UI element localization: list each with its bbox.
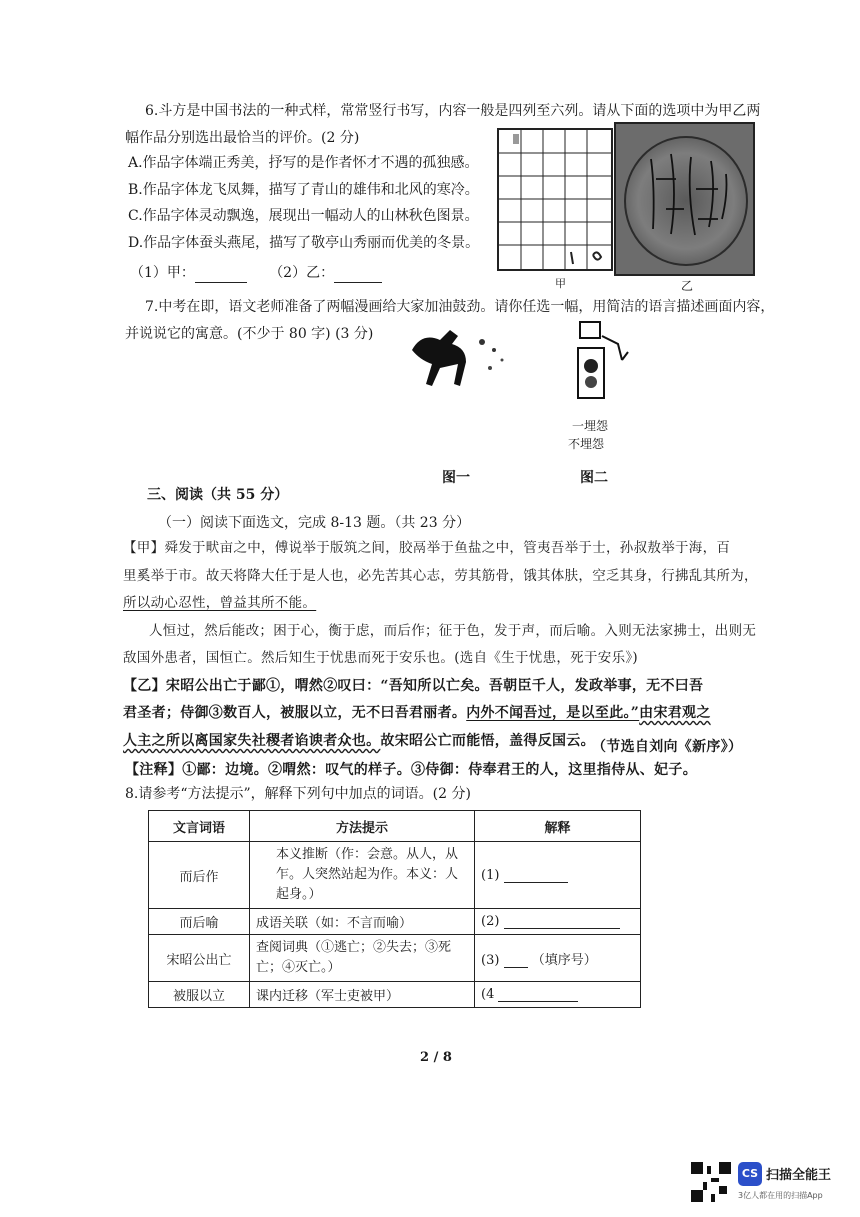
table-row <box>149 935 641 982</box>
q6-option-d: D.作品字体蚕头燕尾，描写了敬亭山秀丽而优美的冬景。 <box>128 235 480 251</box>
footer-brand: 扫描全能王 <box>766 1168 832 1183</box>
table-header: 文言词语 <box>149 811 250 842</box>
passage-jia-line2: 里奚举于市。故天将降大任于是人也，必先苦其心志，劳其筋骨，饿其体肤，空乏其身，行拂乱其所为， <box>123 568 758 584</box>
table-cell-answer <box>475 909 641 935</box>
passage-yi-line3a: 人主之所以离国家失社稷者谄谀者众也。 <box>123 733 381 749</box>
passage-yi-line2 <box>123 703 711 723</box>
q6-line1: 6.斗方是中国书法的一种式样，常常竖行书写，内容一般是四列至六列。请从下面的选项中为甲乙两 <box>145 103 761 119</box>
table-cell-word: 宋昭公出亡 <box>149 935 250 982</box>
table-cell-answer <box>475 982 641 1008</box>
q6-answer-line <box>130 263 382 283</box>
passage-yi-line1: 【乙】宋昭公出亡于鄙①，喟然②叹曰：“吾知所以亡矣。吾朝臣千人，发政举事，无不曰吾 <box>123 678 704 694</box>
q6-answer-yi-blank[interactable] <box>334 268 382 283</box>
table-header-row <box>149 811 641 842</box>
answer-number: (4 <box>481 987 495 1002</box>
section-title: 三、阅读（共 55 分） <box>147 487 289 503</box>
footer-tagline: 3亿人都在用的扫描App <box>738 1191 823 1200</box>
table-header: 解释 <box>475 811 641 842</box>
table-cell-hint: 成语关联（如：不言而喻） <box>250 909 475 935</box>
answer-number: (3) <box>481 952 500 968</box>
notes: 【注释】①鄙：边境。②喟然：叹气的样子。③侍御：侍奉君王的人，这里指侍从、妃子。 <box>125 762 697 778</box>
answer-number: (2) <box>481 914 500 929</box>
section-subtitle: （一）阅读下面选文，完成 8-13 题。（共 23 分） <box>158 515 471 531</box>
answer-blank[interactable] <box>498 987 578 1002</box>
fig2-text-1: 一埋怨 <box>572 419 609 433</box>
table-cell-hint: 查阅词典（①逃亡；②失去；③死亡；④灭亡。） <box>250 935 475 982</box>
passage-yi-line2c: 由宋君观之 <box>639 705 711 721</box>
fig1-caption: 图一 <box>442 470 470 486</box>
table-cell-word: 而后喻 <box>149 909 250 935</box>
passage-yi-line2b: 内外不闻吾过，是以至此。” <box>466 705 640 721</box>
answer-blank[interactable] <box>504 953 528 968</box>
caption-yi: 乙 <box>681 279 694 293</box>
table-row <box>149 909 641 935</box>
q6-option-a: A.作品字体端正秀美，抒写的是作者怀才不遇的孤独感。 <box>128 155 479 171</box>
q7-line1: 7.中考在即，语文老师准备了两幅漫画给大家加油鼓劲。请你任选一幅，用简洁的语言描述画面内容， <box>145 299 775 315</box>
fig2-caption: 图二 <box>580 470 608 486</box>
page-number: 2 / 8 <box>420 1050 452 1065</box>
answer-blank[interactable] <box>504 868 568 883</box>
answer-tail: （填序号） <box>531 952 597 968</box>
table-row <box>149 982 641 1008</box>
qr-code-icon <box>691 1162 731 1202</box>
passage-jia-line3: 所以动心忍性，曾益其所不能。 <box>123 595 317 611</box>
table-cell-word: 而后作 <box>149 842 250 909</box>
calligraphy-jia-image <box>497 128 613 271</box>
passage-yi-line3 <box>123 731 595 751</box>
passage-jia-line5: 敌国外患者，国恒亡。然后知生于忧患而死于安乐也。(选自《生于忧患，死于安乐》) <box>123 650 638 666</box>
table-header: 方法提示 <box>250 811 475 842</box>
q6-answer-jia-blank[interactable] <box>195 268 247 283</box>
answer-blank[interactable] <box>504 914 620 929</box>
caption-jia: 甲 <box>555 277 566 290</box>
passage-yi-line3b: 故宋昭公亡而能悟，盖得反国云。 <box>380 733 595 749</box>
answer-number: (1) <box>481 867 500 883</box>
table-cell-hint: 本义推断（作：会意。从人，从乍。人突然站起为作。本义：人起身。） <box>250 842 475 909</box>
cartoon-horse-image <box>402 320 522 395</box>
q6-answer-yi-label: （2）乙： <box>269 265 335 281</box>
passage-jia-line1: 【甲】舜发于畎亩之中，傅说举于版筑之间，胶鬲举于鱼盐之中，管夷吾举于士，孙叔敖举于海，百 <box>123 540 731 556</box>
passage-yi-line2a: 君圣者；侍御③数百人，被服以立，无不曰吾君丽者。 <box>123 705 467 721</box>
table-cell-answer <box>475 935 641 982</box>
q6-line2: 幅作品分别选出最恰当的评价。(2 分) <box>125 130 360 146</box>
table-cell-word: 被服以立 <box>149 982 250 1008</box>
q8-prompt: 8.请参考“方法提示”，解释下列句中加点的词语。(2 分) <box>125 786 471 802</box>
q6-answer-jia-label: （1）甲： <box>130 265 195 281</box>
q6-option-b: B.作品字体龙飞凤舞，描写了青山的雄伟和北风的寒冷。 <box>128 182 479 198</box>
table-cell-answer <box>475 842 641 909</box>
fig2-text-2: 不埋怨 <box>568 437 605 451</box>
passage-jia-line4: 人恒过，然后能改；困于心，衡于虑，而后作；征于色，发于声，而后喻。入则无法家拂士，出则无 <box>149 623 757 639</box>
table-cell-hint: 课内迁移（军士吏被甲） <box>250 982 475 1008</box>
camscanner-logo: CS <box>738 1162 762 1186</box>
table-row <box>149 842 641 909</box>
q7-line2: 并说说它的寓意。(不少于 80 字) (3 分) <box>125 326 374 342</box>
q6-option-c: C.作品字体灵动飘逸，展现出一幅动人的山林秋色图景。 <box>128 208 479 224</box>
calligraphy-yi-image <box>614 122 755 276</box>
q8-table <box>148 810 641 1008</box>
passage-yi-source: （节选自刘向《新序》） <box>592 739 743 755</box>
